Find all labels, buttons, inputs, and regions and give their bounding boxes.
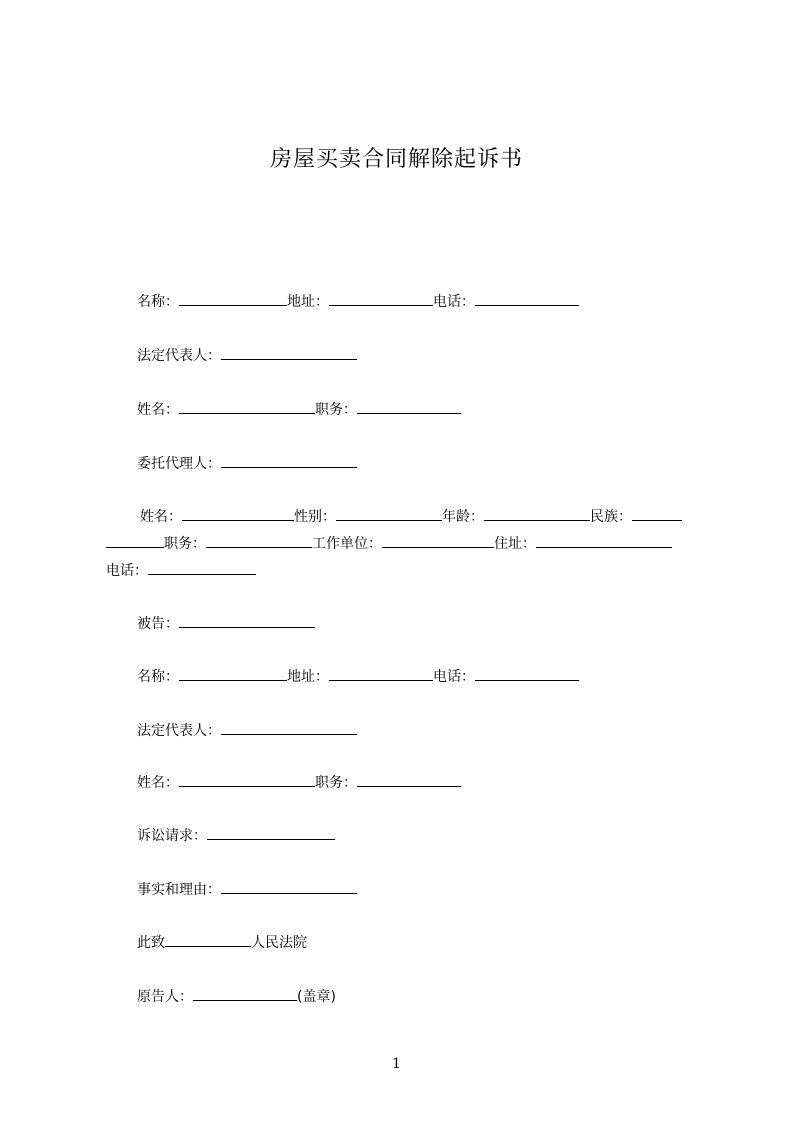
agent-ethnicity-field-cont[interactable] (106, 533, 164, 548)
plaintiff-rep-name-field[interactable] (179, 399, 315, 414)
claims-field[interactable] (207, 825, 335, 840)
facts-field[interactable] (221, 879, 357, 894)
defendant-contact-line (137, 666, 579, 687)
agent-details-line-1 (140, 506, 682, 527)
plaintiff-legal-rep-field[interactable] (221, 345, 357, 360)
page-number: 1 (392, 1056, 401, 1072)
defendant-rep-line (137, 772, 461, 793)
defendant-legal-rep-field[interactable] (221, 720, 357, 735)
agent-workplace-label: 工作单位： (312, 536, 382, 552)
agent-name-field[interactable] (182, 506, 294, 521)
plaintiff-address-label: 地址： (287, 294, 329, 310)
plaintiff-address-field[interactable] (329, 291, 433, 306)
claims-line (137, 825, 335, 846)
agent-age-field[interactable] (484, 506, 590, 521)
defendant-name-label: 名称： (137, 669, 179, 685)
agent-age-label: 年龄： (442, 509, 484, 525)
plaintiff-rep-position-label: 职务： (315, 402, 357, 418)
defendant-phone-label: 电话： (433, 669, 475, 685)
signature-field[interactable] (193, 986, 297, 1001)
signature-label: 原告人： (137, 989, 193, 1005)
agent-position-label: 职务： (164, 536, 206, 552)
defendant-rep-name-label: 姓名： (137, 775, 179, 791)
plaintiff-legal-rep-label: 法定代表人： (137, 348, 221, 364)
agent-gender-field[interactable] (336, 506, 442, 521)
plaintiff-phone-field[interactable] (475, 291, 579, 306)
signature-line (137, 986, 336, 1007)
defendant-phone-field[interactable] (475, 666, 579, 681)
court-name-field[interactable] (165, 932, 251, 947)
agent-details-line-2 (106, 533, 672, 554)
facts-line (137, 879, 357, 900)
defendant-address-label: 地址： (287, 669, 329, 685)
defendant-field[interactable] (179, 613, 315, 628)
defendant-name-field[interactable] (179, 666, 287, 681)
plaintiff-rep-position-field[interactable] (357, 399, 461, 414)
agent-gender-label: 性别： (294, 509, 336, 525)
defendant-rep-name-field[interactable] (179, 772, 315, 787)
plaintiff-phone-label: 电话： (433, 294, 475, 310)
agent-ethnicity-field[interactable] (632, 506, 682, 521)
agent-workplace-field[interactable] (382, 533, 494, 548)
court-prefix: 此致 (137, 935, 165, 951)
agent-line (137, 453, 357, 474)
agent-phone-label: 电话： (106, 563, 148, 579)
agent-residence-label: 住址： (494, 536, 536, 552)
claims-label: 诉讼请求： (137, 828, 207, 844)
plaintiff-rep-name-label: 姓名： (137, 402, 179, 418)
plaintiff-legal-rep-line (137, 345, 357, 366)
court-suffix: 人民法院 (251, 935, 307, 951)
agent-phone-field[interactable] (148, 560, 256, 575)
agent-details-line-3 (106, 560, 256, 581)
defendant-address-field[interactable] (329, 666, 433, 681)
agent-label: 委托代理人： (137, 456, 221, 472)
plaintiff-name-label: 名称： (137, 294, 179, 310)
defendant-label: 被告： (137, 616, 179, 632)
defendant-rep-position-field[interactable] (357, 772, 461, 787)
court-line (137, 932, 307, 953)
agent-name-label: 姓名： (140, 509, 182, 525)
plaintiff-contact-line (137, 291, 579, 312)
plaintiff-rep-line (137, 399, 461, 420)
agent-field[interactable] (221, 453, 357, 468)
agent-residence-field[interactable] (536, 533, 672, 548)
defendant-legal-rep-line (137, 720, 357, 741)
defendant-line (137, 613, 315, 634)
defendant-legal-rep-label: 法定代表人： (137, 723, 221, 739)
agent-ethnicity-label: 民族： (590, 509, 632, 525)
plaintiff-name-field[interactable] (179, 291, 287, 306)
document-title: 房屋买卖合同解除起诉书 (269, 147, 523, 172)
signature-seal: (盖章) (297, 989, 336, 1005)
defendant-rep-position-label: 职务： (315, 775, 357, 791)
facts-label: 事实和理由： (137, 882, 221, 898)
agent-position-field[interactable] (206, 533, 312, 548)
